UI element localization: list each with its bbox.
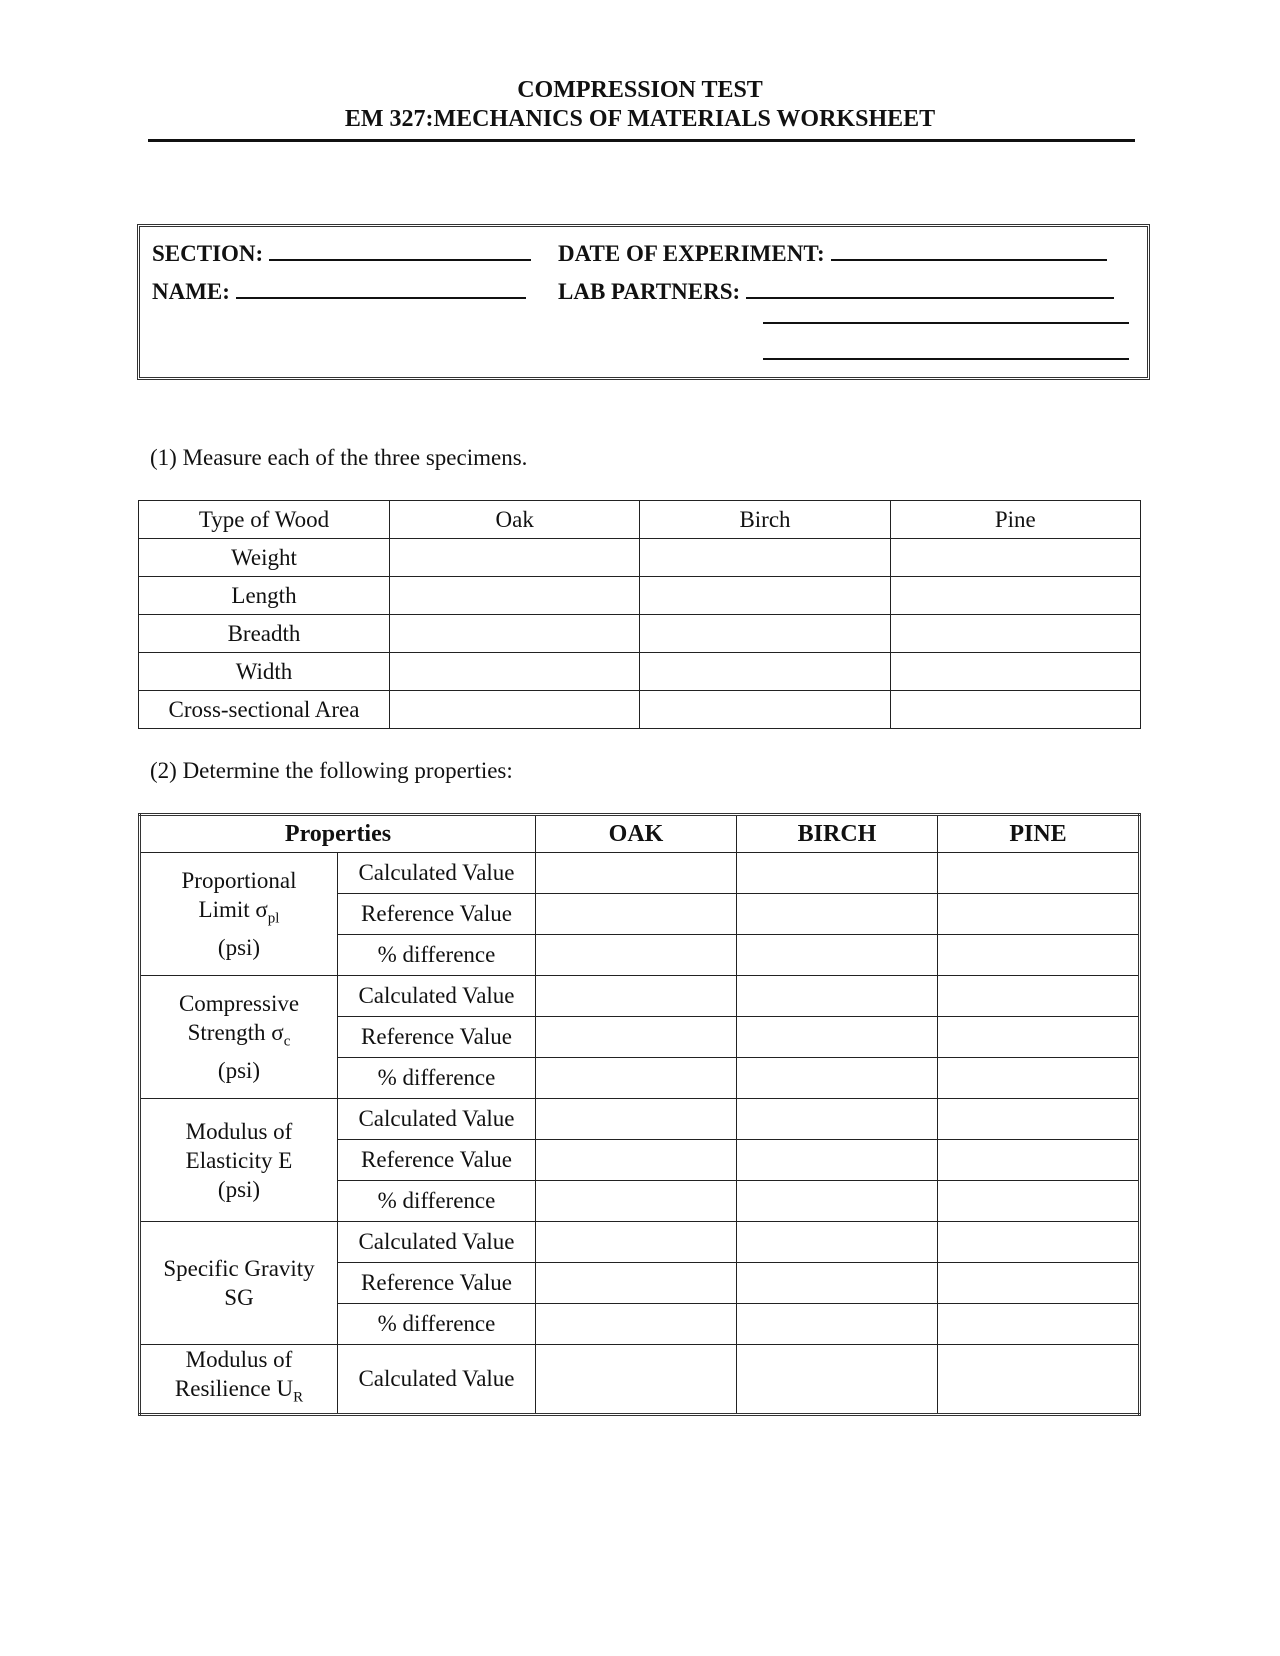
table-row bbox=[139, 539, 1141, 577]
input-cell[interactable] bbox=[938, 894, 1140, 935]
row-type-reference: Reference Value bbox=[338, 1140, 536, 1181]
property-modulus-of-elasticity: Modulus of Elasticity E (psi) bbox=[140, 1099, 338, 1222]
input-cell[interactable] bbox=[536, 935, 737, 976]
input-cell[interactable] bbox=[890, 691, 1140, 729]
input-cell[interactable] bbox=[536, 1181, 737, 1222]
input-cell[interactable] bbox=[938, 1017, 1140, 1058]
table-row bbox=[139, 615, 1141, 653]
lab-partners-field[interactable] bbox=[558, 277, 1114, 305]
input-cell[interactable] bbox=[640, 653, 890, 691]
input-cell[interactable] bbox=[938, 1222, 1140, 1263]
worksheet-title: COMPRESSION TEST bbox=[517, 77, 763, 103]
instruction-step-1: (1) Measure each of the three specimens. bbox=[150, 445, 528, 470]
input-cell[interactable] bbox=[536, 1017, 737, 1058]
property-proportional-limit: Proportional Limit $\sigma_{pl}$ (psi) bbox=[140, 853, 338, 976]
input-cell[interactable] bbox=[737, 1304, 938, 1345]
specimen-measurement-table bbox=[138, 500, 1141, 729]
lab-partners-blank-1[interactable] bbox=[746, 277, 1114, 299]
input-cell[interactable] bbox=[890, 539, 1140, 577]
input-cell[interactable] bbox=[390, 577, 640, 615]
column-header-oak: OAK bbox=[536, 815, 737, 853]
table-row bbox=[140, 1345, 1140, 1415]
table-row bbox=[139, 653, 1141, 691]
wood-header-oak: Oak bbox=[390, 501, 640, 539]
input-cell[interactable] bbox=[640, 539, 890, 577]
name-label: NAME: bbox=[152, 279, 230, 304]
title-divider bbox=[148, 139, 1135, 142]
input-cell[interactable] bbox=[737, 976, 938, 1017]
input-cell[interactable] bbox=[737, 1222, 938, 1263]
input-cell[interactable] bbox=[890, 653, 1140, 691]
input-cell[interactable] bbox=[938, 1181, 1140, 1222]
table-row bbox=[140, 976, 1140, 1017]
wood-header-pine: Pine bbox=[890, 501, 1140, 539]
section-label: SECTION: bbox=[152, 241, 264, 266]
input-cell[interactable] bbox=[536, 1345, 737, 1415]
column-header-pine: PINE bbox=[938, 815, 1140, 853]
date-label: DATE OF EXPERIMENT: bbox=[558, 241, 825, 266]
input-cell[interactable] bbox=[536, 1263, 737, 1304]
row-label-width: Width bbox=[139, 653, 390, 691]
input-cell[interactable] bbox=[938, 1140, 1140, 1181]
properties-header: Properties bbox=[140, 815, 536, 853]
date-field[interactable] bbox=[558, 239, 1107, 267]
input-cell[interactable] bbox=[640, 615, 890, 653]
row-type-reference: Reference Value bbox=[338, 894, 536, 935]
input-cell[interactable] bbox=[737, 1058, 938, 1099]
input-cell[interactable] bbox=[938, 1263, 1140, 1304]
table-row bbox=[140, 1099, 1140, 1140]
input-cell[interactable] bbox=[536, 976, 737, 1017]
table-row bbox=[139, 691, 1141, 729]
property-modulus-of-resilience: Modulus of Resilience $U_R$ bbox=[140, 1345, 338, 1415]
property-specific-gravity: Specific Gravity SG bbox=[140, 1222, 338, 1345]
name-blank[interactable] bbox=[236, 277, 526, 299]
lab-partners-blank-3[interactable] bbox=[763, 338, 1129, 360]
name-field[interactable] bbox=[152, 277, 526, 305]
input-cell[interactable] bbox=[536, 1222, 737, 1263]
row-type-percent-difference: % difference bbox=[338, 1058, 536, 1099]
input-cell[interactable] bbox=[390, 653, 640, 691]
input-cell[interactable] bbox=[640, 577, 890, 615]
course-title: EM 327:MECHANICS OF MATERIALS WORKSHEET bbox=[344, 106, 936, 132]
input-cell[interactable] bbox=[737, 1017, 938, 1058]
input-cell[interactable] bbox=[737, 935, 938, 976]
input-cell[interactable] bbox=[938, 1058, 1140, 1099]
input-cell[interactable] bbox=[536, 1099, 737, 1140]
row-type-reference: Reference Value bbox=[338, 1017, 536, 1058]
date-blank[interactable] bbox=[831, 239, 1107, 261]
input-cell[interactable] bbox=[536, 894, 737, 935]
input-cell[interactable] bbox=[938, 853, 1140, 894]
row-type-reference: Reference Value bbox=[338, 1263, 536, 1304]
input-cell[interactable] bbox=[390, 539, 640, 577]
lab-partners-label: LAB PARTNERS: bbox=[558, 279, 741, 304]
table-row bbox=[140, 853, 1140, 894]
row-type-percent-difference: % difference bbox=[338, 1304, 536, 1345]
table-header-row bbox=[140, 815, 1140, 853]
row-type-calculated: Calculated Value bbox=[338, 976, 536, 1017]
student-info-box bbox=[137, 224, 1150, 380]
input-cell[interactable] bbox=[737, 853, 938, 894]
input-cell[interactable] bbox=[737, 1181, 938, 1222]
input-cell[interactable] bbox=[640, 691, 890, 729]
row-label-weight: Weight bbox=[139, 539, 390, 577]
column-header-birch: BIRCH bbox=[737, 815, 938, 853]
table-row bbox=[140, 1222, 1140, 1263]
input-cell[interactable] bbox=[938, 1099, 1140, 1140]
table-row bbox=[139, 577, 1141, 615]
input-cell[interactable] bbox=[938, 976, 1140, 1017]
row-type-calculated: Calculated Value bbox=[338, 1345, 536, 1415]
section-blank[interactable] bbox=[269, 239, 531, 261]
section-field[interactable] bbox=[152, 239, 531, 267]
instruction-step-2: (2) Determine the following properties: bbox=[150, 758, 513, 783]
row-type-percent-difference: % difference bbox=[338, 1181, 536, 1222]
input-cell[interactable] bbox=[737, 894, 938, 935]
input-cell[interactable] bbox=[536, 1140, 737, 1181]
properties-table bbox=[138, 813, 1141, 1416]
row-type-percent-difference: % difference bbox=[338, 935, 536, 976]
type-of-wood-header: Type of Wood bbox=[139, 501, 390, 539]
property-compressive-strength: Compressive Strength $\sigma_c$ (psi) bbox=[140, 976, 338, 1099]
wood-header-birch: Birch bbox=[640, 501, 890, 539]
row-type-calculated: Calculated Value bbox=[338, 853, 536, 894]
input-cell[interactable] bbox=[390, 691, 640, 729]
input-cell[interactable] bbox=[737, 1263, 938, 1304]
row-label-breadth: Breadth bbox=[139, 615, 390, 653]
table-row bbox=[139, 501, 1141, 539]
input-cell[interactable] bbox=[890, 577, 1140, 615]
row-type-calculated: Calculated Value bbox=[338, 1222, 536, 1263]
input-cell[interactable] bbox=[938, 1345, 1140, 1415]
input-cell[interactable] bbox=[536, 1304, 737, 1345]
input-cell[interactable] bbox=[737, 1140, 938, 1181]
input-cell[interactable] bbox=[737, 1345, 938, 1415]
input-cell[interactable] bbox=[390, 615, 640, 653]
input-cell[interactable] bbox=[536, 853, 737, 894]
input-cell[interactable] bbox=[890, 615, 1140, 653]
lab-partners-blank-2[interactable] bbox=[763, 302, 1129, 324]
input-cell[interactable] bbox=[536, 1058, 737, 1099]
input-cell[interactable] bbox=[737, 1099, 938, 1140]
row-label-cross-sectional-area: Cross-sectional Area bbox=[139, 691, 390, 729]
row-type-calculated: Calculated Value bbox=[338, 1099, 536, 1140]
input-cell[interactable] bbox=[938, 1304, 1140, 1345]
input-cell[interactable] bbox=[938, 935, 1140, 976]
row-label-length: Length bbox=[139, 577, 390, 615]
